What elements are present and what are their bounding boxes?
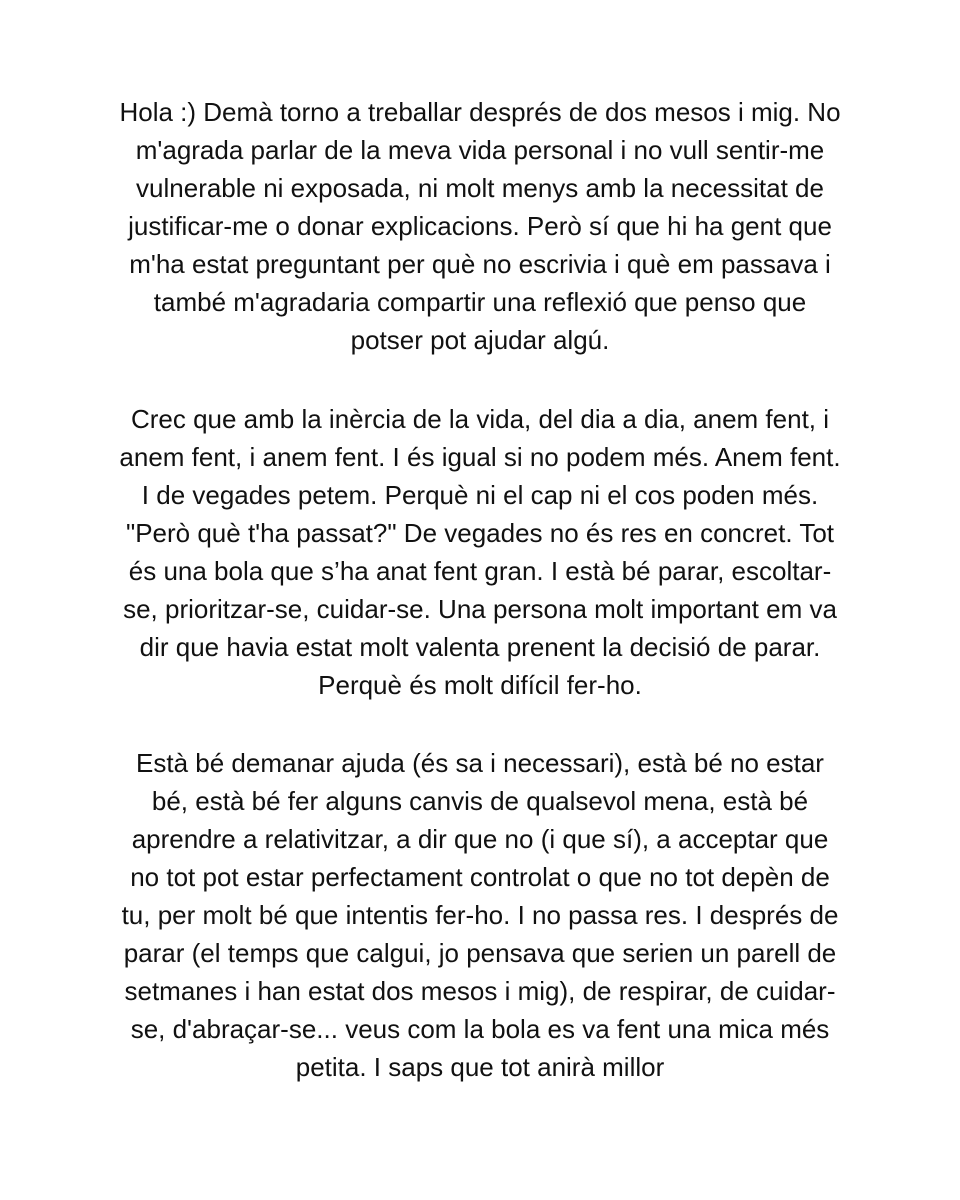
paragraph-line: no tot pot estar perfectament controlat o que no tot depèn de: [130, 862, 830, 892]
paragraph-line: potser pot ajudar algú.: [350, 325, 610, 355]
paragraph-line: parar (el temps que calgui, jo pensava que serien un parell de: [123, 938, 837, 968]
paragraph-line: vulnerable ni exposada, ni molt menys amb la necessitat de: [136, 173, 824, 203]
paragraph-line: "Però què t'ha passat?" De vegades no és res en concret. Tot: [125, 518, 835, 548]
paragraph-line: se, prioritzar-se, cuidar-se. Una persona molt important em va: [123, 594, 837, 624]
paragraph-line: Crec que amb la inèrcia de la vida, del dia a dia, anem fent, i: [130, 404, 830, 434]
paragraph-line: Està bé demanar ajuda (és sa i necessari), està bé no estar: [136, 748, 824, 778]
paragraph-line: petita. I saps que tot anirà millor: [295, 1052, 665, 1082]
paragraph-line: anem fent, i anem fent. I és igual si no podem més. Anem fent.: [119, 442, 841, 472]
paragraph-line: justificar-me o donar explicacions. Però sí que hi ha gent que: [128, 211, 832, 241]
paragraph-line: I de vegades petem. Perquè ni el cap ni el cos poden més.: [141, 480, 819, 510]
paragraph-1: [80, 93, 880, 359]
paragraph-line: Hola :) Demà torno a treballar després de dos mesos i mig. No: [119, 97, 841, 127]
paragraph-line: dir que havia estat molt valenta prenent la decisió de parar.: [139, 632, 821, 662]
paragraph-line: és una bola que s’ha anat fent gran. I està bé parar, escoltar-: [128, 556, 832, 586]
paragraph-line: se, d'abraçar-se... veus com la bola es va fent una mica més: [130, 1014, 830, 1044]
paragraph-line: bé, està bé fer alguns canvis de qualsevol mena, està bé: [151, 786, 809, 816]
paragraph-3: [80, 744, 880, 1086]
paragraph-line: m'agrada parlar de la meva vida personal i no vull sentir-me: [135, 135, 825, 165]
paragraph-line: aprendre a relativitzar, a dir que no (i que sí), a acceptar que: [131, 824, 829, 854]
paragraph-2: [80, 400, 880, 704]
paragraph-line: Perquè és molt difícil fer-ho.: [318, 670, 642, 700]
paragraph-line: setmanes i han estat dos mesos i mig), de respirar, de cuidar-: [124, 976, 836, 1006]
paragraph-line: tu, per molt bé que intentis fer-ho. I no passa res. I després de: [121, 900, 839, 930]
paragraph-line: m'ha estat preguntant per què no escrivia i què em passava i: [129, 249, 831, 279]
paragraph-line: també m'agradaria compartir una reflexió que penso que: [153, 287, 807, 317]
